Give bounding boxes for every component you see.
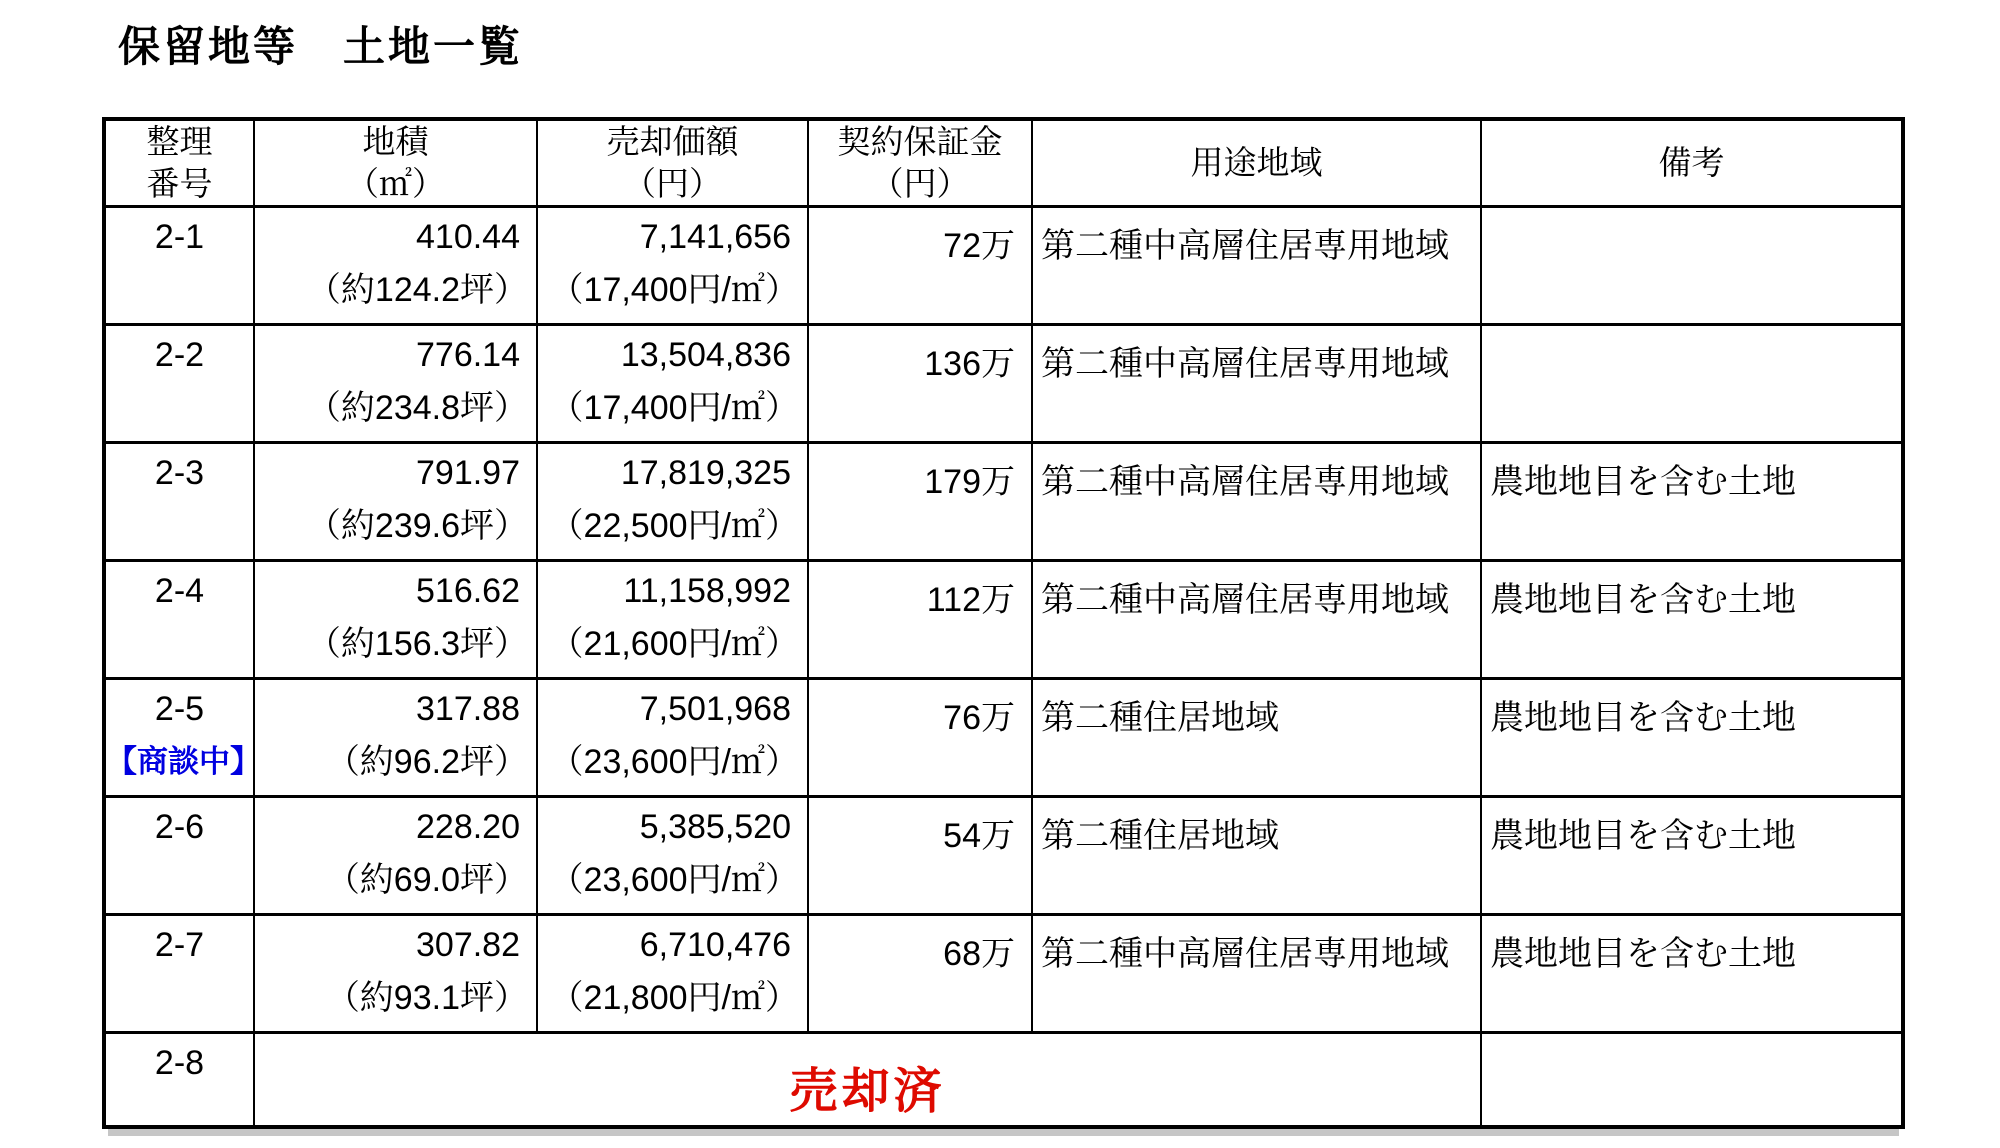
- row-id: 2-5: [154, 690, 205, 729]
- row-id: 2-6: [154, 808, 205, 847]
- land-table-body: [104, 207, 1903, 1127]
- area-value: 228.20: [416, 808, 520, 847]
- header-line: 備考: [1658, 144, 1725, 182]
- header-line: （㎡）: [346, 165, 445, 203]
- remarks-value: 農地地目を含む土地: [1490, 935, 1796, 974]
- contract-deposit-cell: [808, 207, 1032, 325]
- header-land-area: [254, 119, 537, 207]
- row-id: 2-2: [154, 336, 205, 375]
- land-area-cell: [254, 561, 537, 679]
- remarks-value: 農地地目を含む土地: [1490, 581, 1796, 620]
- remarks-cell: [1481, 325, 1903, 443]
- remarks-cell: [1481, 207, 1903, 325]
- zoning-cell: [1032, 325, 1481, 443]
- remarks-cell: [1481, 797, 1903, 915]
- header-line: 地積: [362, 123, 429, 160]
- remarks-cell: [1481, 915, 1903, 1033]
- zoning-value: 第二種中高層住居専用地域: [1041, 935, 1449, 974]
- land-list-table: [102, 117, 1905, 1129]
- price-per-sqm: （17,400円/㎡）: [549, 389, 799, 428]
- zoning-cell: [1032, 679, 1481, 797]
- table-row: [104, 443, 1903, 561]
- zoning-value: 第二種中高層住居専用地域: [1041, 345, 1449, 384]
- remarks-cell: [1481, 443, 1903, 561]
- area-value: 776.14: [416, 336, 520, 375]
- zoning-value: 第二種中高層住居専用地域: [1041, 463, 1449, 502]
- area-value: 791.97: [416, 454, 520, 493]
- header-line: 用途地域: [1190, 144, 1323, 182]
- header-line: 契約保証金: [837, 123, 1003, 160]
- price-value: 5,385,520: [639, 808, 791, 847]
- sale-price-cell: [537, 915, 808, 1033]
- deposit-value: 136万: [924, 345, 1015, 384]
- negotiation-badge: 【商談中】: [106, 744, 261, 780]
- price-per-sqm: （21,600円/㎡）: [549, 625, 799, 664]
- price-value: 17,819,325: [620, 454, 791, 493]
- zoning-value: 第二種住居地域: [1041, 699, 1279, 738]
- price-value: 13,504,836: [620, 336, 791, 375]
- price-value: 11,158,992: [623, 572, 791, 611]
- land-area-cell: [254, 325, 537, 443]
- zoning-value: 第二種中高層住居専用地域: [1041, 581, 1449, 620]
- contract-deposit-cell: [808, 915, 1032, 1033]
- zoning-value: 第二種中高層住居専用地域: [1041, 227, 1449, 266]
- area-tsubo: （約239.6坪）: [306, 507, 528, 546]
- price-value: 7,141,656: [639, 218, 791, 257]
- area-tsubo: （約156.3坪）: [306, 625, 528, 664]
- remarks-cell: [1481, 679, 1903, 797]
- area-value: 516.62: [416, 572, 520, 611]
- price-per-sqm: （17,400円/㎡）: [549, 271, 799, 310]
- table-row: [104, 679, 1903, 797]
- land-area-cell: [254, 679, 537, 797]
- remarks-cell: [1481, 1033, 1903, 1127]
- header-zoning: [1032, 119, 1481, 207]
- row-id: 2-3: [154, 454, 205, 493]
- land-area-cell: [254, 207, 537, 325]
- zoning-value: 第二種住居地域: [1041, 817, 1279, 856]
- zoning-cell: [1032, 561, 1481, 679]
- reference-number-cell: [104, 561, 254, 679]
- area-tsubo: （約69.0坪）: [325, 861, 528, 900]
- contract-deposit-cell: [808, 561, 1032, 679]
- land-area-cell: [254, 443, 537, 561]
- sale-price-cell: [537, 443, 808, 561]
- header-line: 整理: [146, 123, 213, 160]
- sold-label: 売却済: [789, 1065, 946, 1119]
- sale-price-cell: [537, 679, 808, 797]
- deposit-value: 76万: [943, 699, 1015, 738]
- reference-number-cell: [104, 207, 254, 325]
- sale-price-cell: [537, 207, 808, 325]
- remarks-value: 農地地目を含む土地: [1490, 699, 1796, 738]
- table-header: [104, 119, 1903, 207]
- area-tsubo: （約124.2坪）: [306, 271, 528, 310]
- deposit-value: 72万: [943, 227, 1015, 266]
- price-value: 6,710,476: [639, 926, 791, 965]
- remarks-cell: [1481, 561, 1903, 679]
- area-value: 317.88: [416, 690, 520, 729]
- table-row: [104, 325, 1903, 443]
- table-row: [104, 915, 1903, 1033]
- row-id: 2-1: [154, 218, 205, 257]
- area-tsubo: （約93.1坪）: [325, 979, 528, 1018]
- price-per-sqm: （21,800円/㎡）: [549, 979, 799, 1018]
- zoning-cell: [1032, 207, 1481, 325]
- reference-number-cell: [104, 325, 254, 443]
- reference-number-cell: [104, 915, 254, 1033]
- table-row: [104, 561, 1903, 679]
- sale-price-cell: [537, 561, 808, 679]
- price-per-sqm: （23,600円/㎡）: [549, 743, 799, 782]
- row-id: 2-7: [154, 926, 205, 965]
- deposit-value: 112万: [926, 581, 1015, 620]
- price-per-sqm: （22,500円/㎡）: [549, 507, 799, 546]
- remarks-value: 農地地目を含む土地: [1490, 817, 1796, 856]
- zoning-cell: [1032, 797, 1481, 915]
- table-row: [104, 797, 1903, 915]
- zoning-cell: [1032, 915, 1481, 1033]
- header-contract-deposit: [808, 119, 1032, 207]
- zoning-cell: [1032, 443, 1481, 561]
- header-line: 売却価額: [606, 123, 739, 160]
- sale-price-cell: [537, 797, 808, 915]
- contract-deposit-cell: [808, 679, 1032, 797]
- reference-number-cell: [104, 797, 254, 915]
- reference-number-cell: [104, 1033, 254, 1127]
- area-value: 410.44: [416, 218, 520, 257]
- contract-deposit-cell: [808, 443, 1032, 561]
- header-reference-number: [104, 119, 254, 207]
- deposit-value: 179万: [924, 463, 1015, 502]
- land-area-cell: [254, 915, 537, 1033]
- row-id: 2-8: [154, 1044, 205, 1083]
- price-value: 7,501,968: [639, 690, 791, 729]
- area-tsubo: （約234.8坪）: [306, 389, 528, 428]
- land-area-cell: [254, 797, 537, 915]
- contract-deposit-cell: [808, 797, 1032, 915]
- contract-deposit-cell: [808, 325, 1032, 443]
- row-id: 2-4: [154, 572, 205, 611]
- header-line: （円）: [623, 165, 722, 203]
- remarks-value: 農地地目を含む土地: [1490, 463, 1796, 502]
- area-tsubo: （約96.2坪）: [325, 743, 528, 782]
- reference-number-cell: [104, 679, 261, 797]
- reference-number-cell: [104, 443, 254, 561]
- table-row: [104, 207, 1903, 325]
- header-line: 番号: [146, 165, 213, 203]
- deposit-value: 68万: [943, 935, 1015, 974]
- table-row: [104, 1033, 1903, 1127]
- header-remarks: [1481, 119, 1903, 207]
- sold-cell: [254, 1033, 1481, 1127]
- area-value: 307.82: [416, 926, 520, 965]
- header-sale-price: [537, 119, 808, 207]
- deposit-value: 54万: [943, 817, 1015, 856]
- price-per-sqm: （23,600円/㎡）: [549, 861, 799, 900]
- header-line: （円）: [870, 165, 970, 203]
- page-title: 保留地等 土地一覧: [118, 23, 524, 70]
- sale-price-cell: [537, 325, 808, 443]
